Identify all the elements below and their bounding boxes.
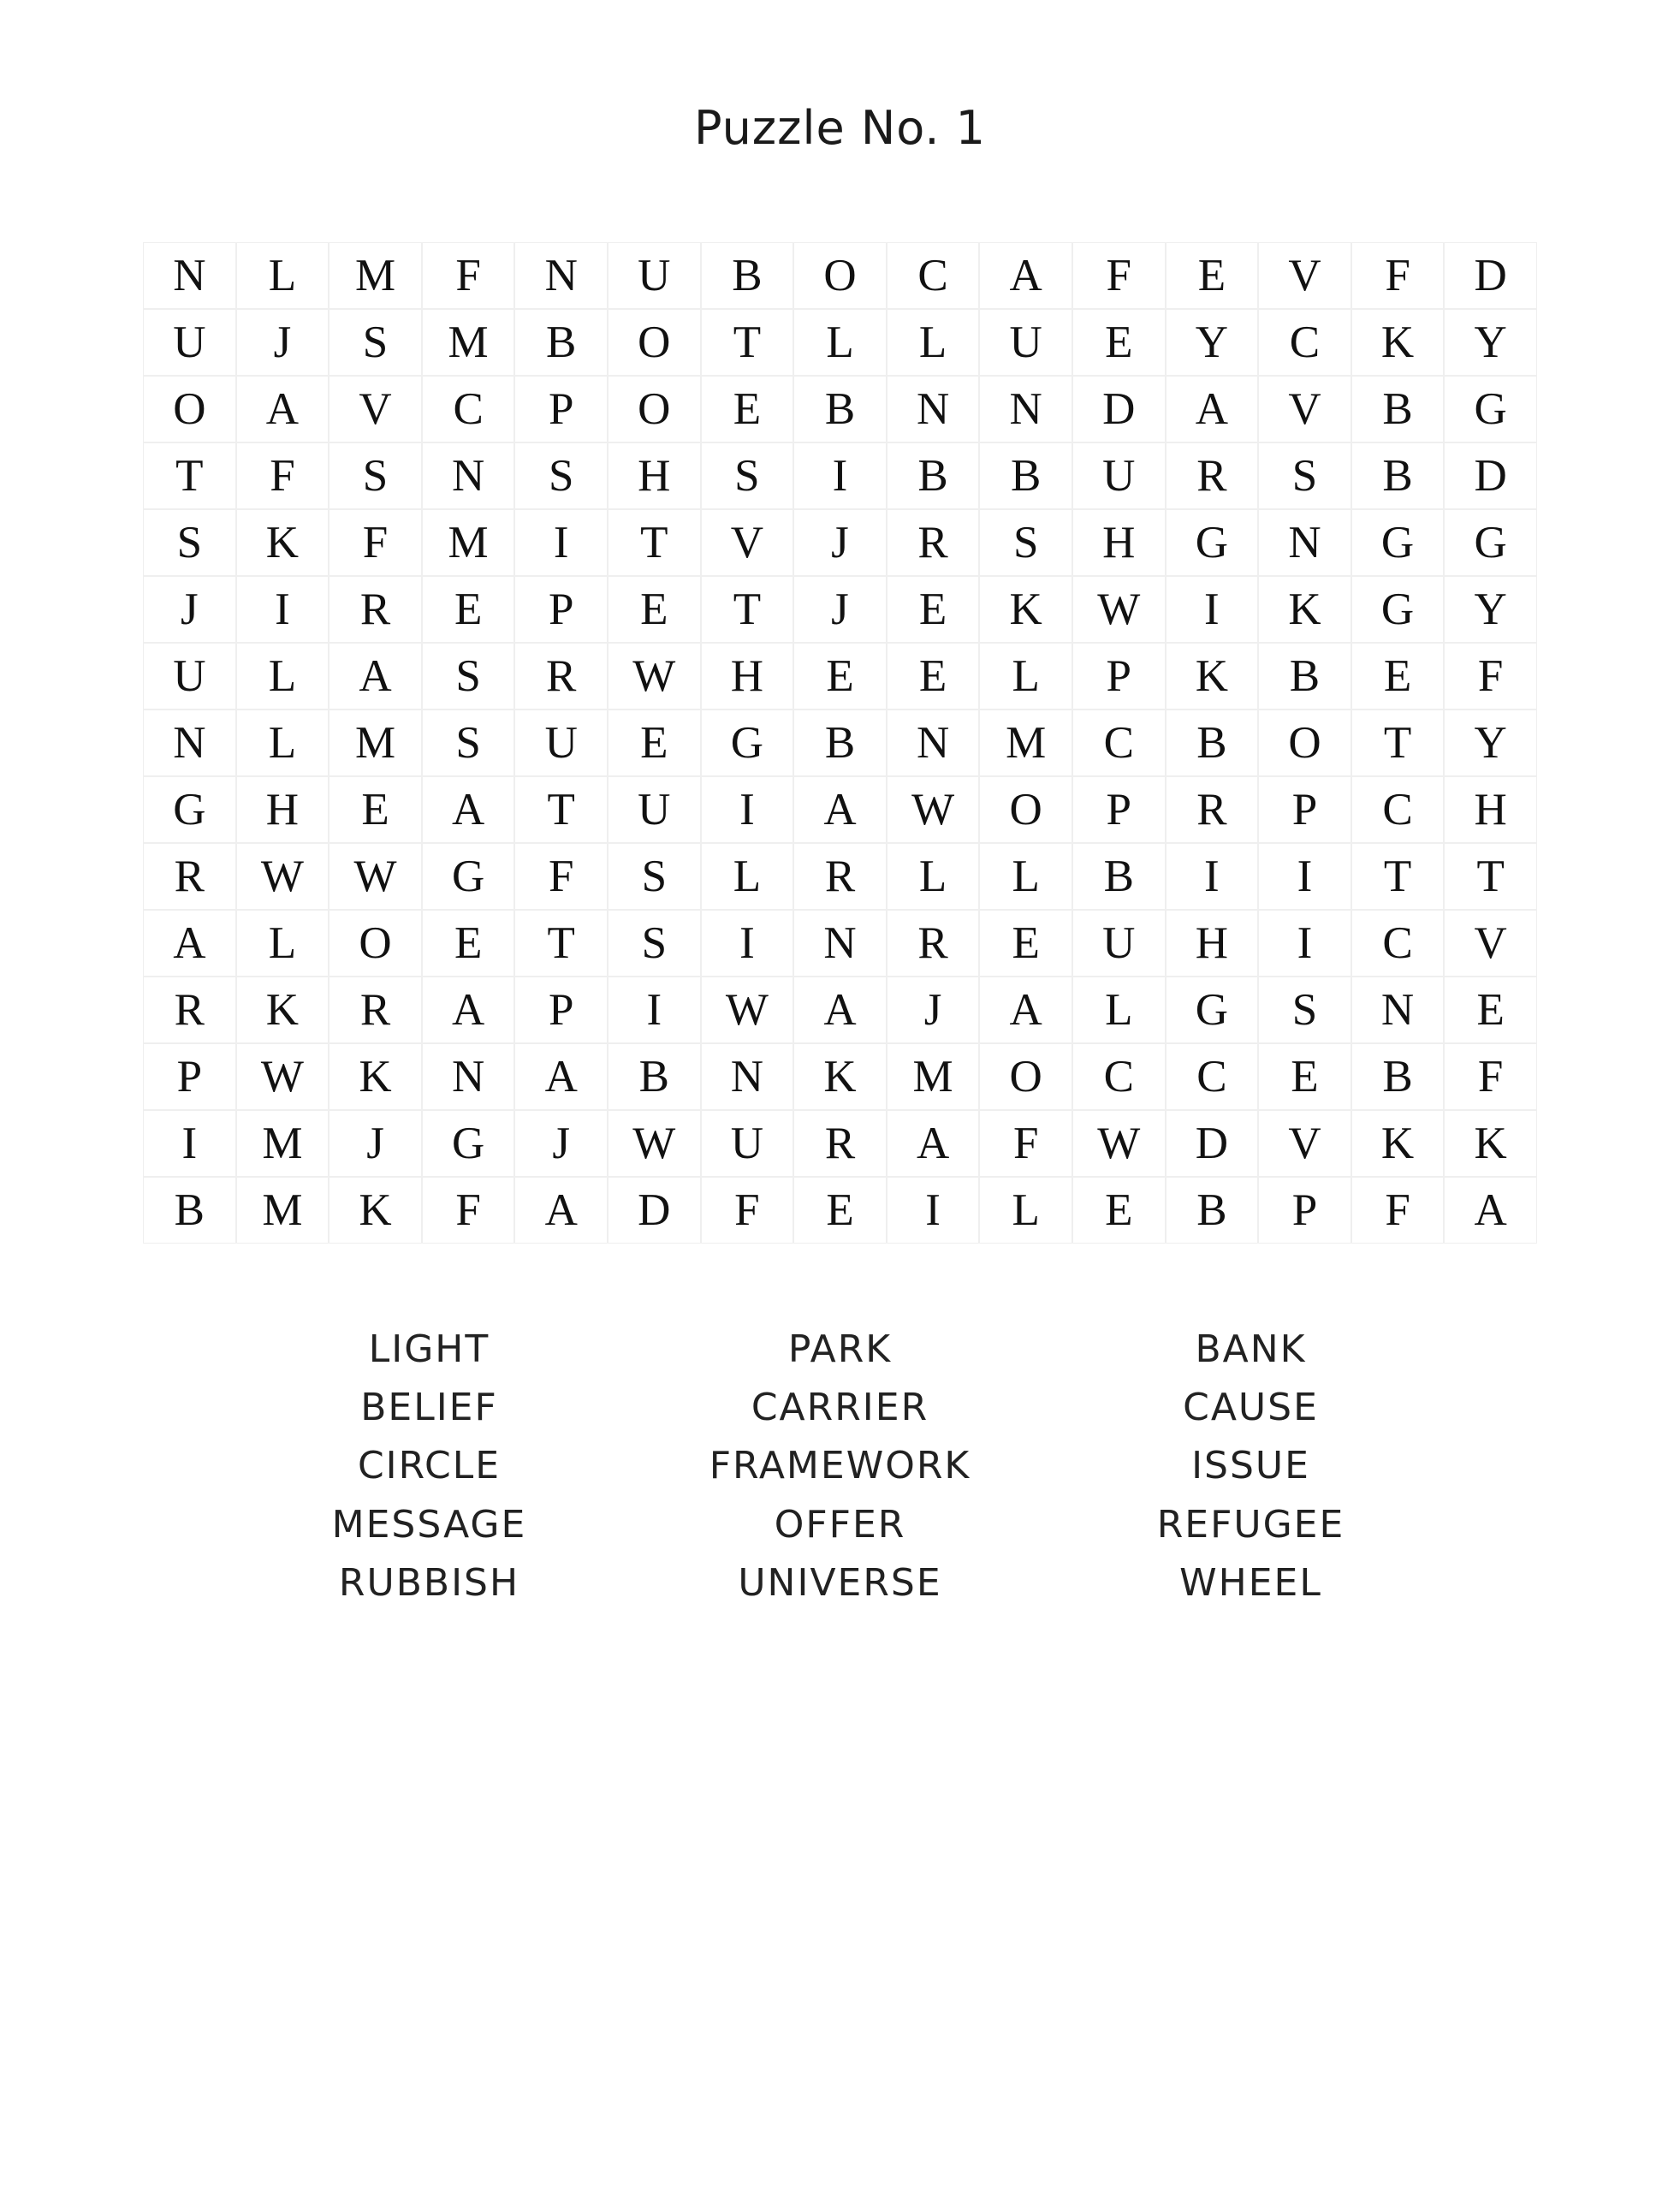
grid-cell[interactable]: U: [1072, 442, 1166, 509]
grid-cell[interactable]: B: [1258, 643, 1351, 710]
grid-cell[interactable]: N: [514, 242, 608, 309]
grid-cell[interactable]: N: [979, 376, 1072, 442]
grid-cell[interactable]: M: [329, 242, 422, 309]
grid-cell[interactable]: D: [1072, 376, 1166, 442]
grid-cell[interactable]: T: [514, 776, 608, 843]
grid-cell[interactable]: S: [143, 509, 236, 576]
grid-cell[interactable]: F: [1351, 1177, 1445, 1244]
grid-cell[interactable]: A: [887, 1110, 980, 1177]
grid-cell[interactable]: E: [608, 576, 701, 643]
grid-cell[interactable]: O: [979, 1043, 1072, 1110]
grid-cell[interactable]: F: [422, 1177, 515, 1244]
grid-cell[interactable]: L: [236, 710, 329, 776]
grid-cell[interactable]: L: [236, 242, 329, 309]
grid-cell[interactable]: C: [887, 242, 980, 309]
grid-cell[interactable]: R: [143, 977, 236, 1043]
grid-cell[interactable]: A: [793, 977, 887, 1043]
grid-cell[interactable]: F: [422, 242, 515, 309]
grid-cell[interactable]: S: [608, 843, 701, 910]
grid-cell[interactable]: D: [1444, 442, 1537, 509]
grid-cell[interactable]: S: [701, 442, 794, 509]
grid-cell[interactable]: N: [887, 376, 980, 442]
grid-cell[interactable]: S: [979, 509, 1072, 576]
grid-cell[interactable]: O: [608, 376, 701, 442]
grid-cell[interactable]: N: [1351, 977, 1445, 1043]
grid-cell[interactable]: K: [236, 509, 329, 576]
grid-cell[interactable]: G: [1444, 376, 1537, 442]
grid-cell[interactable]: T: [143, 442, 236, 509]
grid-cell[interactable]: T: [701, 309, 794, 376]
word-list-item[interactable]: RUBBISH: [338, 1560, 520, 1605]
grid-cell[interactable]: V: [1258, 376, 1351, 442]
grid-cell[interactable]: L: [236, 643, 329, 710]
grid-cell[interactable]: M: [329, 710, 422, 776]
word-list-item[interactable]: CARRIER: [751, 1386, 929, 1430]
grid-cell[interactable]: T: [1444, 843, 1537, 910]
grid-cell[interactable]: C: [1351, 910, 1445, 977]
grid-cell[interactable]: N: [793, 910, 887, 977]
grid-cell[interactable]: I: [793, 442, 887, 509]
grid-cell[interactable]: I: [887, 1177, 980, 1244]
word-search-grid[interactable]: [143, 242, 1537, 1244]
grid-cell[interactable]: P: [1258, 1177, 1351, 1244]
grid-cell[interactable]: J: [143, 576, 236, 643]
grid-cell[interactable]: J: [329, 1110, 422, 1177]
grid-cell[interactable]: I: [608, 977, 701, 1043]
grid-cell[interactable]: T: [608, 509, 701, 576]
word-list-item[interactable]: OFFER: [774, 1502, 906, 1547]
grid-cell[interactable]: N: [701, 1043, 794, 1110]
grid-cell[interactable]: G: [1166, 509, 1259, 576]
grid-cell[interactable]: H: [1444, 776, 1537, 843]
word-list-item[interactable]: FRAMEWORK: [709, 1444, 971, 1488]
grid-cell[interactable]: C: [1166, 1043, 1259, 1110]
grid-cell[interactable]: A: [514, 1177, 608, 1244]
grid-cell[interactable]: S: [422, 643, 515, 710]
grid-cell[interactable]: L: [701, 843, 794, 910]
grid-cell[interactable]: I: [143, 1110, 236, 1177]
word-list-column-3: [1046, 1321, 1457, 1612]
grid-cell[interactable]: E: [329, 776, 422, 843]
grid-cell[interactable]: E: [608, 710, 701, 776]
grid-cell[interactable]: O: [143, 376, 236, 442]
grid-cell[interactable]: R: [329, 977, 422, 1043]
grid-cell[interactable]: F: [1072, 242, 1166, 309]
grid-cell[interactable]: G: [422, 1110, 515, 1177]
grid-cell[interactable]: M: [887, 1043, 980, 1110]
grid-cell[interactable]: H: [1166, 910, 1259, 977]
grid-cell[interactable]: J: [793, 509, 887, 576]
grid-cell[interactable]: V: [1258, 1110, 1351, 1177]
grid-cell[interactable]: I: [701, 776, 794, 843]
grid-cell[interactable]: K: [979, 576, 1072, 643]
grid-cell[interactable]: K: [1351, 1110, 1445, 1177]
word-list-column-2: [635, 1321, 1046, 1612]
grid-cell[interactable]: A: [514, 1043, 608, 1110]
grid-cell[interactable]: N: [422, 1043, 515, 1110]
grid-cell[interactable]: I: [1258, 910, 1351, 977]
grid-cell[interactable]: Y: [1444, 576, 1537, 643]
grid-cell[interactable]: J: [514, 1110, 608, 1177]
grid-cell[interactable]: A: [422, 977, 515, 1043]
grid-cell[interactable]: B: [1072, 843, 1166, 910]
grid-cell[interactable]: N: [143, 710, 236, 776]
grid-cell[interactable]: V: [701, 509, 794, 576]
grid-cell[interactable]: B: [1351, 376, 1445, 442]
grid-cell[interactable]: T: [1351, 843, 1445, 910]
grid-cell[interactable]: T: [514, 910, 608, 977]
grid-cell[interactable]: E: [887, 576, 980, 643]
grid-cell[interactable]: S: [329, 442, 422, 509]
grid-cell[interactable]: F: [329, 509, 422, 576]
page-title: Puzzle No. 1: [693, 101, 987, 155]
grid-cell[interactable]: E: [1072, 309, 1166, 376]
grid-cell[interactable]: D: [1444, 242, 1537, 309]
grid-cell[interactable]: E: [701, 376, 794, 442]
word-list-item[interactable]: CIRCLE: [357, 1444, 502, 1488]
grid-cell[interactable]: K: [1166, 643, 1259, 710]
grid-cell[interactable]: B: [514, 309, 608, 376]
grid-cell[interactable]: U: [608, 242, 701, 309]
grid-cell[interactable]: W: [608, 1110, 701, 1177]
grid-cell[interactable]: T: [701, 576, 794, 643]
grid-cell[interactable]: E: [1166, 242, 1259, 309]
grid-cell[interactable]: U: [514, 710, 608, 776]
grid-cell[interactable]: Y: [1166, 309, 1259, 376]
grid-cell[interactable]: I: [514, 509, 608, 576]
grid-cell[interactable]: G: [1166, 977, 1259, 1043]
word-list-item[interactable]: PARK: [787, 1327, 893, 1371]
grid-cell[interactable]: L: [1072, 977, 1166, 1043]
grid-cell[interactable]: L: [887, 843, 980, 910]
grid-cell[interactable]: P: [514, 576, 608, 643]
grid-cell[interactable]: E: [1351, 643, 1445, 710]
grid-cell[interactable]: W: [236, 843, 329, 910]
grid-cell[interactable]: O: [793, 242, 887, 309]
grid-cell[interactable]: M: [979, 710, 1072, 776]
grid-cell[interactable]: O: [329, 910, 422, 977]
word-list-column-1: [224, 1321, 635, 1612]
grid-cell[interactable]: O: [608, 309, 701, 376]
grid-cell[interactable]: B: [1351, 1043, 1445, 1110]
grid-cell[interactable]: V: [1444, 910, 1537, 977]
grid-cell[interactable]: P: [514, 977, 608, 1043]
grid-cell[interactable]: I: [701, 910, 794, 977]
grid-cell[interactable]: K: [1258, 576, 1351, 643]
grid-cell[interactable]: B: [793, 710, 887, 776]
grid-cell[interactable]: W: [608, 643, 701, 710]
grid-cell[interactable]: R: [514, 643, 608, 710]
grid-cell[interactable]: F: [236, 442, 329, 509]
grid-cell[interactable]: C: [1072, 1043, 1166, 1110]
grid-cell[interactable]: A: [143, 910, 236, 977]
grid-cell[interactable]: A: [329, 643, 422, 710]
grid-cell[interactable]: G: [1444, 509, 1537, 576]
grid-cell[interactable]: L: [236, 910, 329, 977]
grid-cell[interactable]: M: [422, 509, 515, 576]
grid-cell[interactable]: E: [793, 643, 887, 710]
grid-cell[interactable]: F: [514, 843, 608, 910]
grid-cell[interactable]: N: [143, 242, 236, 309]
grid-cell[interactable]: L: [979, 1177, 1072, 1244]
grid-cell[interactable]: G: [143, 776, 236, 843]
grid-cell[interactable]: R: [887, 509, 980, 576]
word-list-item[interactable]: CAUSE: [1183, 1386, 1319, 1430]
grid-cell[interactable]: I: [1166, 576, 1259, 643]
grid-cell[interactable]: B: [793, 376, 887, 442]
grid-cell[interactable]: B: [143, 1177, 236, 1244]
grid-cell[interactable]: R: [793, 843, 887, 910]
grid-cell[interactable]: S: [422, 710, 515, 776]
grid-cell[interactable]: L: [887, 309, 980, 376]
grid-cell[interactable]: J: [793, 576, 887, 643]
grid-cell[interactable]: K: [793, 1043, 887, 1110]
grid-cell[interactable]: R: [143, 843, 236, 910]
grid-cell[interactable]: A: [1166, 376, 1259, 442]
word-list-item[interactable]: WHEEL: [1179, 1560, 1322, 1605]
grid-cell[interactable]: T: [1351, 710, 1445, 776]
grid-cell[interactable]: B: [701, 242, 794, 309]
grid-cell[interactable]: G: [701, 710, 794, 776]
word-list-item[interactable]: BELIEF: [360, 1386, 498, 1430]
word-list: [139, 1321, 1542, 1612]
grid-cell[interactable]: I: [1258, 843, 1351, 910]
grid-cell[interactable]: G: [422, 843, 515, 910]
grid-cell[interactable]: C: [1258, 309, 1351, 376]
grid-cell[interactable]: B: [979, 442, 1072, 509]
grid-cell[interactable]: A: [236, 376, 329, 442]
grid-cell[interactable]: N: [422, 442, 515, 509]
grid-cell[interactable]: K: [329, 1177, 422, 1244]
grid-cell[interactable]: F: [979, 1110, 1072, 1177]
grid-cell[interactable]: P: [514, 376, 608, 442]
grid-cell[interactable]: R: [329, 576, 422, 643]
grid-cell[interactable]: W: [701, 977, 794, 1043]
grid-cell[interactable]: K: [1444, 1110, 1537, 1177]
grid-cell[interactable]: Y: [1444, 710, 1537, 776]
grid-cell[interactable]: H: [236, 776, 329, 843]
grid-cell[interactable]: F: [701, 1177, 794, 1244]
grid-cell[interactable]: S: [1258, 977, 1351, 1043]
grid-cell[interactable]: M: [422, 309, 515, 376]
grid-cell[interactable]: S: [329, 309, 422, 376]
grid-cell[interactable]: P: [1258, 776, 1351, 843]
grid-cell[interactable]: L: [793, 309, 887, 376]
grid-cell[interactable]: I: [236, 576, 329, 643]
grid-cell[interactable]: C: [1072, 710, 1166, 776]
grid-cell[interactable]: G: [1351, 509, 1445, 576]
grid-cell[interactable]: O: [1258, 710, 1351, 776]
grid-cell[interactable]: M: [236, 1110, 329, 1177]
grid-cell[interactable]: S: [1258, 442, 1351, 509]
grid-cell[interactable]: R: [793, 1110, 887, 1177]
grid-cell[interactable]: F: [1444, 643, 1537, 710]
grid-cell[interactable]: B: [1351, 442, 1445, 509]
grid-cell[interactable]: W: [887, 776, 980, 843]
grid-cell[interactable]: E: [422, 576, 515, 643]
word-list-item[interactable]: ISSUE: [1191, 1444, 1310, 1488]
grid-cell[interactable]: K: [236, 977, 329, 1043]
grid-cell[interactable]: U: [979, 309, 1072, 376]
grid-cell[interactable]: E: [422, 910, 515, 977]
grid-cell[interactable]: R: [1166, 776, 1259, 843]
grid-cell[interactable]: P: [1072, 776, 1166, 843]
grid-cell[interactable]: H: [608, 442, 701, 509]
grid-cell[interactable]: A: [793, 776, 887, 843]
grid-cell[interactable]: E: [1444, 977, 1537, 1043]
grid-cell[interactable]: B: [1166, 1177, 1259, 1244]
grid-cell[interactable]: K: [1351, 309, 1445, 376]
grid-cell[interactable]: U: [608, 776, 701, 843]
grid-cell[interactable]: E: [887, 643, 980, 710]
grid-cell[interactable]: M: [236, 1177, 329, 1244]
grid-cell[interactable]: P: [1072, 643, 1166, 710]
grid-cell[interactable]: H: [1072, 509, 1166, 576]
word-list-item[interactable]: REFUGEE: [1156, 1502, 1345, 1547]
grid-cell[interactable]: D: [1166, 1110, 1259, 1177]
grid-cell[interactable]: Y: [1444, 309, 1537, 376]
grid-cell[interactable]: S: [514, 442, 608, 509]
grid-cell[interactable]: D: [608, 1177, 701, 1244]
grid-cell[interactable]: E: [1072, 1177, 1166, 1244]
word-list-item[interactable]: MESSAGE: [331, 1502, 527, 1547]
grid-cell[interactable]: O: [979, 776, 1072, 843]
grid-cell[interactable]: B: [608, 1043, 701, 1110]
grid-cell[interactable]: K: [329, 1043, 422, 1110]
grid-cell[interactable]: N: [887, 710, 980, 776]
word-list-item[interactable]: BANK: [1195, 1327, 1307, 1371]
word-list-item[interactable]: LIGHT: [368, 1327, 490, 1371]
grid-cell[interactable]: E: [1258, 1043, 1351, 1110]
grid-cell[interactable]: A: [1444, 1177, 1537, 1244]
grid-cell[interactable]: A: [979, 977, 1072, 1043]
grid-cell[interactable]: R: [1166, 442, 1259, 509]
grid-cell[interactable]: J: [887, 977, 980, 1043]
grid-cell[interactable]: E: [793, 1177, 887, 1244]
grid-cell[interactable]: N: [1258, 509, 1351, 576]
grid-cell[interactable]: W: [236, 1043, 329, 1110]
grid-cell[interactable]: W: [1072, 1110, 1166, 1177]
grid-cell[interactable]: F: [1444, 1043, 1537, 1110]
grid-cell[interactable]: C: [1351, 776, 1445, 843]
grid-cell[interactable]: B: [1166, 710, 1259, 776]
grid-cell[interactable]: B: [887, 442, 980, 509]
word-search-grid-container: [139, 242, 1542, 1244]
grid-cell[interactable]: P: [143, 1043, 236, 1110]
grid-cell[interactable]: U: [143, 309, 236, 376]
grid-cell[interactable]: V: [329, 376, 422, 442]
grid-cell[interactable]: A: [422, 776, 515, 843]
grid-cell[interactable]: E: [979, 910, 1072, 977]
grid-cell[interactable]: J: [236, 309, 329, 376]
grid-cell[interactable]: G: [1351, 576, 1445, 643]
grid-cell[interactable]: U: [143, 643, 236, 710]
grid-cell[interactable]: L: [979, 843, 1072, 910]
grid-cell[interactable]: R: [887, 910, 980, 977]
grid-cell[interactable]: U: [701, 1110, 794, 1177]
grid-cell[interactable]: S: [608, 910, 701, 977]
grid-cell[interactable]: H: [701, 643, 794, 710]
grid-cell[interactable]: U: [1072, 910, 1166, 977]
grid-cell[interactable]: C: [422, 376, 515, 442]
grid-cell[interactable]: W: [329, 843, 422, 910]
grid-cell[interactable]: L: [979, 643, 1072, 710]
grid-cell[interactable]: V: [1258, 242, 1351, 309]
grid-cell[interactable]: F: [1351, 242, 1445, 309]
grid-cell[interactable]: I: [1166, 843, 1259, 910]
grid-cell[interactable]: A: [979, 242, 1072, 309]
grid-cell[interactable]: W: [1072, 576, 1166, 643]
word-list-item[interactable]: UNIVERSE: [738, 1560, 942, 1605]
